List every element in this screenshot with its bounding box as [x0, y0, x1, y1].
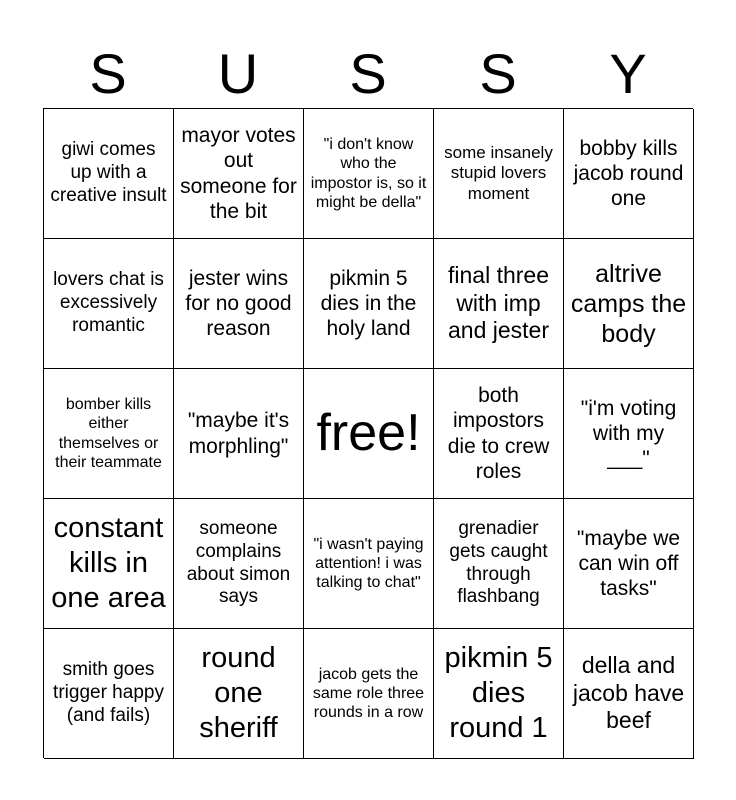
header-letter-s3: S [479, 42, 517, 105]
bingo-cell[interactable]: pikmin 5 dies in the holy land [304, 239, 434, 369]
bingo-cell[interactable]: some insanely stupid lovers moment [434, 109, 564, 239]
bingo-cell[interactable]: "maybe we can win off tasks" [564, 499, 694, 629]
bingo-cell[interactable]: giwi comes up with a creative insult [44, 109, 174, 239]
bingo-grid [43, 108, 693, 758]
bingo-cell[interactable]: jester wins for no good reason [174, 239, 304, 369]
bingo-cell[interactable]: final three with imp and jester [434, 239, 564, 369]
bingo-cell[interactable]: both impostors die to crew roles [434, 369, 564, 499]
bingo-cell[interactable]: "maybe it's morphling" [174, 369, 304, 499]
bingo-cell[interactable]: "i wasn't paying attention! i was talking to chat" [304, 499, 434, 629]
bingo-free-cell[interactable]: free! [304, 369, 434, 499]
bingo-cell[interactable]: bobby kills jacob round one [564, 109, 694, 239]
header-letter-s2: S [349, 42, 387, 105]
bingo-cell[interactable]: lovers chat is excessively romantic [44, 239, 174, 369]
bingo-cell[interactable]: someone complains about simon says [174, 499, 304, 629]
bingo-cell[interactable]: della and jacob have beef [564, 629, 694, 759]
bingo-cell[interactable]: jacob gets the same role three rounds in a row [304, 629, 434, 759]
bingo-cell[interactable]: constant kills in one area [44, 499, 174, 629]
bingo-cell[interactable]: altrive camps the body [564, 239, 694, 369]
bingo-cell[interactable]: mayor votes out someone for the bit [174, 109, 304, 239]
bingo-cell[interactable]: "i don't know who the impostor is, so it might be della" [304, 109, 434, 239]
bingo-header [43, 40, 693, 108]
bingo-cell[interactable]: bomber kills either themselves or their teammate [44, 369, 174, 499]
bingo-cell[interactable]: smith goes trigger happy (and fails) [44, 629, 174, 759]
bingo-cell[interactable]: "i'm voting with my ___" [564, 369, 694, 499]
header-letter-s1: S [89, 42, 127, 105]
bingo-cell[interactable]: round one sheriff [174, 629, 304, 759]
bingo-cell[interactable]: pikmin 5 dies round 1 [434, 629, 564, 759]
bingo-cell[interactable]: grenadier gets caught through flashbang [434, 499, 564, 629]
header-letter-y: Y [609, 42, 647, 105]
header-letter-u: U [217, 42, 259, 105]
